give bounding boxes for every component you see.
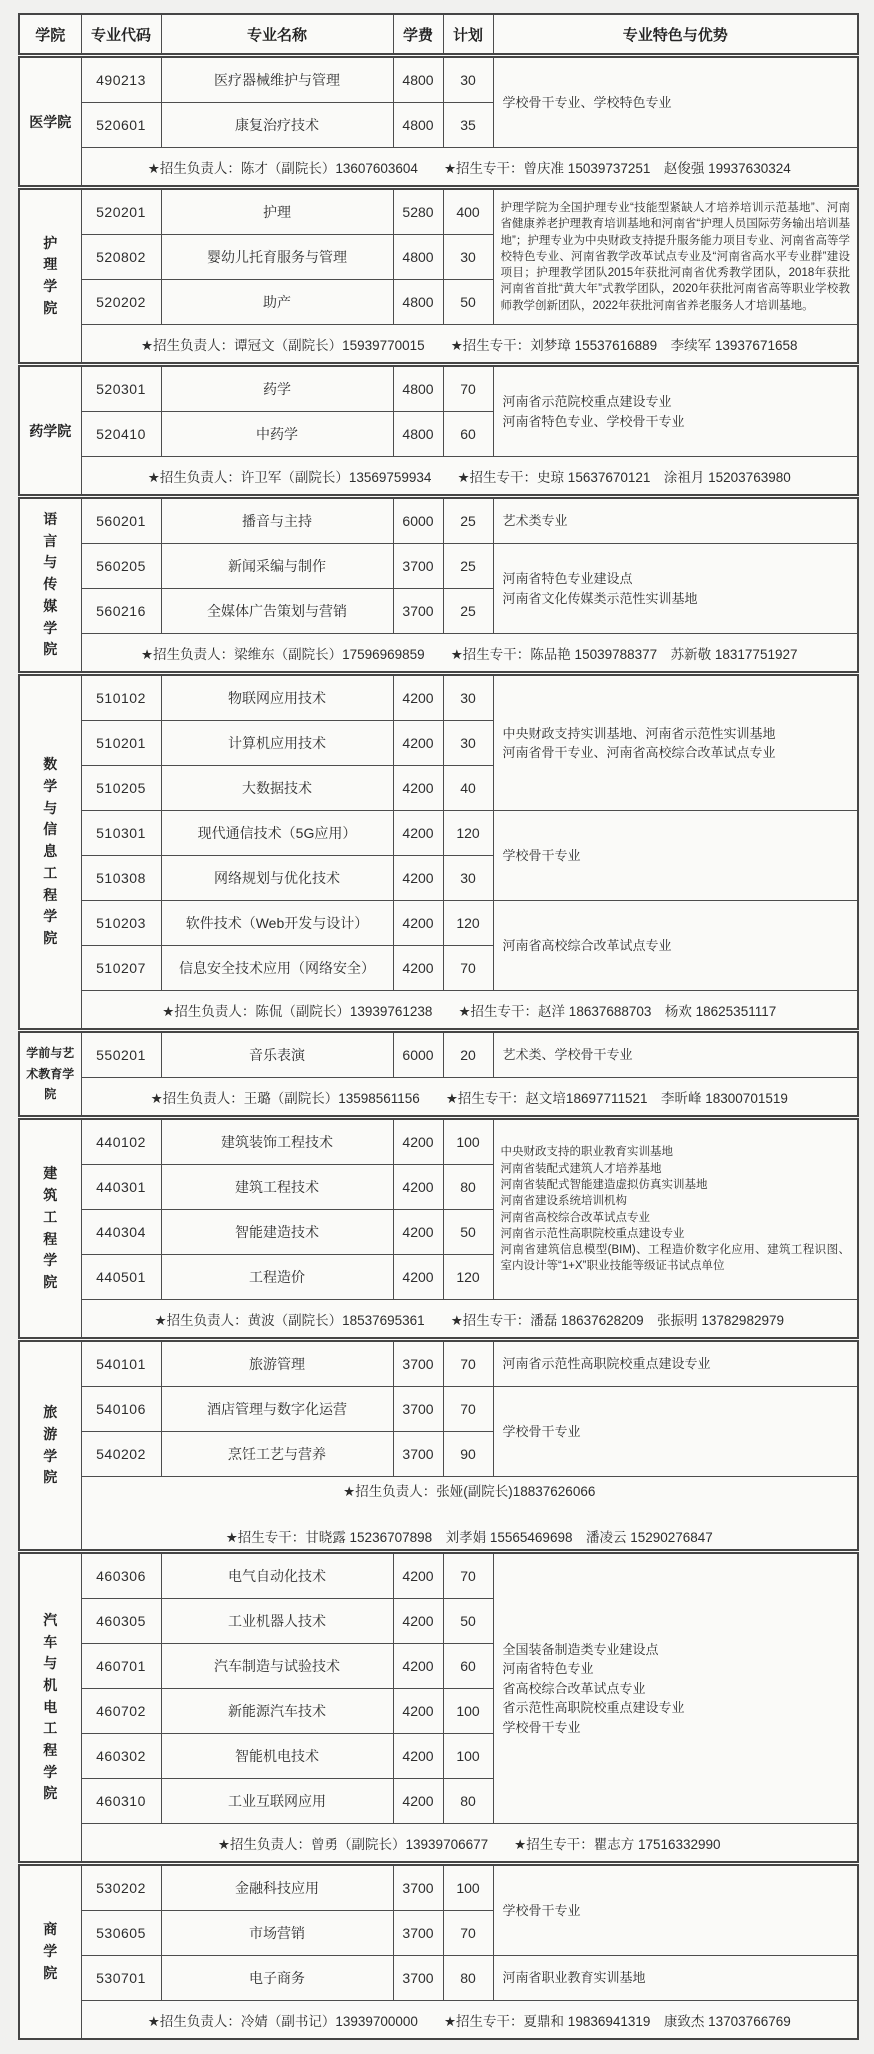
admissions-table bbox=[18, 13, 859, 2040]
major-name-cell: 婴幼儿托育服务与管理 bbox=[161, 235, 393, 280]
plan-count-cell: 25 bbox=[443, 589, 493, 634]
contact-row bbox=[19, 148, 858, 188]
major-code-cell: 520201 bbox=[81, 188, 161, 235]
tuition-cell: 4200 bbox=[393, 856, 443, 901]
major-code-cell: 490213 bbox=[81, 56, 161, 103]
tuition-cell: 4200 bbox=[393, 721, 443, 766]
major-name-cell: 工业机器人技术 bbox=[161, 1599, 393, 1644]
college-name-vertical: 护理学院 bbox=[43, 234, 58, 316]
major-name-cell: 工程造价 bbox=[161, 1255, 393, 1300]
college-name-vertical: 数学与信息工程学院 bbox=[43, 756, 58, 946]
contact-parts bbox=[88, 157, 852, 177]
tuition-cell: 4200 bbox=[393, 1552, 443, 1599]
major-name-cell: 大数据技术 bbox=[161, 766, 393, 811]
major-code-cell: 510201 bbox=[81, 721, 161, 766]
contact-parts bbox=[88, 1833, 852, 1853]
plan-count-cell: 120 bbox=[443, 901, 493, 946]
tuition-cell: 4200 bbox=[393, 674, 443, 721]
contact-cell bbox=[81, 148, 858, 188]
plan-count-cell: 70 bbox=[443, 365, 493, 412]
college-name-vertical: 商学院 bbox=[43, 1921, 58, 1981]
tuition-cell: 4800 bbox=[393, 365, 443, 412]
recruitment-specialist: ★招生专干：刘梦璋 15537616889 李续军 13937671658 bbox=[450, 337, 798, 353]
major-code-cell: 460701 bbox=[81, 1644, 161, 1689]
feature-cell: 河南省职业教育实训基地 bbox=[493, 1956, 858, 2001]
plan-count-cell: 400 bbox=[443, 188, 493, 235]
major-code-cell: 510207 bbox=[81, 946, 161, 991]
recruitment-specialist: ★招生专干：曾庆准 15039737251 赵俊强 19937630324 bbox=[443, 160, 791, 176]
major-code-cell: 560205 bbox=[81, 544, 161, 589]
tuition-cell: 6000 bbox=[393, 497, 443, 544]
recruitment-specialist: ★招生专干：甘晓露 15236707898 刘孝娟 15565469698 潘凌云 15290276847 bbox=[225, 1530, 713, 1545]
contact-parts bbox=[88, 334, 852, 354]
contact-row bbox=[19, 1477, 858, 1552]
major-code-cell: 510203 bbox=[81, 901, 161, 946]
major-name-cell: 市场营销 bbox=[161, 1911, 393, 1956]
college-name-cell: 药学院 bbox=[19, 365, 81, 497]
major-code-cell: 460305 bbox=[81, 1599, 161, 1644]
recruitment-leader: ★招生负责人：陈才（副院长）13607603604 bbox=[147, 160, 418, 176]
major-name-cell: 酒店管理与数字化运营 bbox=[161, 1387, 393, 1432]
tuition-cell: 3700 bbox=[393, 1432, 443, 1477]
college-name-vertical: 汽车与机电工程学院 bbox=[43, 1611, 58, 1802]
tuition-cell: 4200 bbox=[393, 901, 443, 946]
table-header-row bbox=[19, 14, 858, 56]
contact-cell bbox=[81, 1078, 858, 1118]
major-row bbox=[19, 901, 858, 946]
tuition-cell: 4200 bbox=[393, 811, 443, 856]
major-name-cell: 音乐表演 bbox=[161, 1031, 393, 1078]
col-header-code: 专业代码 bbox=[81, 14, 161, 56]
major-name-cell: 康复治疗技术 bbox=[161, 103, 393, 148]
major-code-cell: 440304 bbox=[81, 1210, 161, 1255]
tuition-cell: 4200 bbox=[393, 766, 443, 811]
major-row bbox=[19, 497, 858, 544]
feature-cell: 中央财政支持实训基地、河南省示范性实训基地 河南省骨干专业、河南省高校综合改革试点专业 bbox=[493, 674, 858, 811]
major-row bbox=[19, 1118, 858, 1165]
plan-count-cell: 80 bbox=[443, 1779, 493, 1824]
tuition-cell: 6000 bbox=[393, 1031, 443, 1078]
major-row bbox=[19, 56, 858, 103]
major-row bbox=[19, 1956, 858, 2001]
recruitment-specialist: ★招生专干：瞿志方 17516332990 bbox=[514, 1836, 721, 1852]
contact-parts bbox=[88, 1000, 852, 1020]
contact-cell bbox=[81, 634, 858, 674]
recruitment-leader: ★招生负责人：黄波（副院长）18537695361 bbox=[154, 1312, 425, 1328]
contact-parts bbox=[88, 2010, 852, 2030]
plan-count-cell: 30 bbox=[443, 856, 493, 901]
major-row bbox=[19, 188, 858, 235]
major-row bbox=[19, 1387, 858, 1432]
contact-cell bbox=[81, 1300, 858, 1340]
feature-cell: 河南省特色专业建设点 河南省文化传媒类示范性实训基地 bbox=[493, 544, 858, 634]
recruitment-leader: ★招生负责人：许卫军（副院长）13569759934 bbox=[147, 469, 432, 485]
plan-count-cell: 30 bbox=[443, 721, 493, 766]
major-code-cell: 540106 bbox=[81, 1387, 161, 1432]
major-code-cell: 540101 bbox=[81, 1340, 161, 1387]
feature-cell: 艺术类、学校骨干专业 bbox=[493, 1031, 858, 1078]
contact-cell bbox=[81, 1477, 858, 1552]
tuition-cell: 3700 bbox=[393, 589, 443, 634]
major-code-cell: 460302 bbox=[81, 1734, 161, 1779]
plan-count-cell: 70 bbox=[443, 1911, 493, 1956]
contact-parts bbox=[88, 466, 852, 486]
tuition-cell: 4800 bbox=[393, 412, 443, 457]
college-name-cell bbox=[19, 674, 81, 1031]
contact-row bbox=[19, 325, 858, 365]
tuition-cell: 3700 bbox=[393, 1387, 443, 1432]
feature-cell: 中央财政支持的职业教育实训基地 河南省装配式建筑人才培养基地 河南省装配式智能建造虚拟仿真实训基地 河南省建设系统培训机构 河南省高校综合改革试点专业 河南省示范性高职院校重点建设专业 河南省建筑信息模型(BIM)、工程造价数字化应用、建筑工程识图、室内设计等“1+X”职业技能等级证书试点单位 bbox=[493, 1118, 858, 1300]
major-code-cell: 520301 bbox=[81, 365, 161, 412]
plan-count-cell: 30 bbox=[443, 56, 493, 103]
major-name-cell: 医疗器械维护与管理 bbox=[161, 56, 393, 103]
plan-count-cell: 40 bbox=[443, 766, 493, 811]
major-code-cell: 550201 bbox=[81, 1031, 161, 1078]
major-row bbox=[19, 1864, 858, 1911]
major-name-cell: 助产 bbox=[161, 280, 393, 325]
major-code-cell: 510205 bbox=[81, 766, 161, 811]
contact-row bbox=[19, 1300, 858, 1340]
tuition-cell: 3700 bbox=[393, 1864, 443, 1911]
feature-cell: 河南省示范院校重点建设专业 河南省特色专业、学校骨干专业 bbox=[493, 365, 858, 457]
college-name-vertical: 语言与传媒学院 bbox=[43, 511, 58, 658]
college-name-cell: 医学院 bbox=[19, 56, 81, 188]
plan-count-cell: 90 bbox=[443, 1432, 493, 1477]
contact-cell bbox=[81, 1824, 858, 1864]
recruitment-specialist: ★招生专干：赵文培18697711521 李昕峰 18300701519 bbox=[445, 1090, 788, 1106]
plan-count-cell: 70 bbox=[443, 1552, 493, 1599]
plan-count-cell: 100 bbox=[443, 1689, 493, 1734]
feature-cell: 河南省高校综合改革试点专业 bbox=[493, 901, 858, 991]
major-name-cell: 智能机电技术 bbox=[161, 1734, 393, 1779]
contact-parts bbox=[88, 1087, 852, 1107]
feature-cell: 河南省示范性高职院校重点建设专业 bbox=[493, 1340, 858, 1387]
tuition-cell: 4800 bbox=[393, 56, 443, 103]
major-code-cell: 530605 bbox=[81, 1911, 161, 1956]
major-name-cell: 护理 bbox=[161, 188, 393, 235]
major-code-cell: 530202 bbox=[81, 1864, 161, 1911]
major-name-cell: 新能源汽车技术 bbox=[161, 1689, 393, 1734]
major-code-cell: 560201 bbox=[81, 497, 161, 544]
contact-cell bbox=[81, 325, 858, 365]
tuition-cell: 4200 bbox=[393, 1210, 443, 1255]
plan-count-cell: 120 bbox=[443, 811, 493, 856]
plan-count-cell: 35 bbox=[443, 103, 493, 148]
tuition-cell: 4200 bbox=[393, 946, 443, 991]
major-code-cell: 440301 bbox=[81, 1165, 161, 1210]
major-name-cell: 旅游管理 bbox=[161, 1340, 393, 1387]
recruitment-leader: ★招生负责人：张娅(副院长)18837626066 bbox=[343, 1484, 596, 1499]
major-row bbox=[19, 1340, 858, 1387]
major-code-cell: 520601 bbox=[81, 103, 161, 148]
contact-parts bbox=[88, 1309, 852, 1329]
major-name-cell: 计算机应用技术 bbox=[161, 721, 393, 766]
feature-cell: 学校骨干专业 bbox=[493, 1864, 858, 1956]
col-header-plan: 计划 bbox=[443, 14, 493, 56]
major-code-cell: 460702 bbox=[81, 1689, 161, 1734]
tuition-cell: 4200 bbox=[393, 1255, 443, 1300]
plan-count-cell: 80 bbox=[443, 1956, 493, 2001]
major-code-cell: 520802 bbox=[81, 235, 161, 280]
major-name-cell: 播音与主持 bbox=[161, 497, 393, 544]
college-name-cell bbox=[19, 1552, 81, 1864]
major-code-cell: 560216 bbox=[81, 589, 161, 634]
plan-count-cell: 100 bbox=[443, 1734, 493, 1779]
contact-row bbox=[19, 1824, 858, 1864]
major-row bbox=[19, 674, 858, 721]
tuition-cell: 3700 bbox=[393, 1956, 443, 2001]
major-row bbox=[19, 1552, 858, 1599]
contact-parts bbox=[88, 643, 852, 663]
tuition-cell: 4200 bbox=[393, 1118, 443, 1165]
major-code-cell: 440102 bbox=[81, 1118, 161, 1165]
tuition-cell: 4200 bbox=[393, 1779, 443, 1824]
contact-parts bbox=[88, 1480, 852, 1546]
plan-count-cell: 20 bbox=[443, 1031, 493, 1078]
major-name-cell: 新闻采编与制作 bbox=[161, 544, 393, 589]
tuition-cell: 4200 bbox=[393, 1165, 443, 1210]
major-code-cell: 510301 bbox=[81, 811, 161, 856]
major-code-cell: 510308 bbox=[81, 856, 161, 901]
major-name-cell: 中药学 bbox=[161, 412, 393, 457]
tuition-cell: 5280 bbox=[393, 188, 443, 235]
contact-cell bbox=[81, 991, 858, 1031]
major-name-cell: 全媒体广告策划与营销 bbox=[161, 589, 393, 634]
major-name-cell: 智能建造技术 bbox=[161, 1210, 393, 1255]
major-code-cell: 540202 bbox=[81, 1432, 161, 1477]
college-name-cell bbox=[19, 1340, 81, 1552]
major-code-cell: 530701 bbox=[81, 1956, 161, 2001]
feature-cell: 学校骨干专业 bbox=[493, 1387, 858, 1477]
recruitment-leader: ★招生负责人：陈侃（副院长）13939761238 bbox=[162, 1003, 433, 1019]
major-row bbox=[19, 544, 858, 589]
tuition-cell: 4200 bbox=[393, 1599, 443, 1644]
college-name-cell bbox=[19, 1864, 81, 2040]
contact-row bbox=[19, 991, 858, 1031]
contact-row bbox=[19, 634, 858, 674]
recruitment-leader: ★招生负责人：梁维东（副院长）17596969859 bbox=[141, 646, 425, 662]
feature-cell: 艺术类专业 bbox=[493, 497, 858, 544]
major-name-cell: 物联网应用技术 bbox=[161, 674, 393, 721]
plan-count-cell: 70 bbox=[443, 1387, 493, 1432]
plan-count-cell: 70 bbox=[443, 1340, 493, 1387]
major-code-cell: 510102 bbox=[81, 674, 161, 721]
recruitment-specialist: ★招生专干：陈品艳 15039788377 苏新敬 18317751927 bbox=[450, 646, 798, 662]
col-header-tuition: 学费 bbox=[393, 14, 443, 56]
recruitment-leader: ★招生负责人：冷婧（副书记）13939700000 bbox=[147, 2013, 418, 2029]
major-name-cell: 软件技术（Web开发与设计） bbox=[161, 901, 393, 946]
contact-row bbox=[19, 1078, 858, 1118]
major-name-cell: 信息安全技术应用（网络安全） bbox=[161, 946, 393, 991]
major-name-cell: 工业互联网应用 bbox=[161, 1779, 393, 1824]
major-name-cell: 烹饪工艺与营养 bbox=[161, 1432, 393, 1477]
recruitment-specialist: ★招生专干：史琼 15637670121 涂祖月 15203763980 bbox=[457, 469, 791, 485]
plan-count-cell: 70 bbox=[443, 946, 493, 991]
college-name-cell bbox=[19, 497, 81, 674]
recruitment-specialist: ★招生专干：潘磊 18637628209 张振明 13782982979 bbox=[450, 1312, 784, 1328]
contact-cell bbox=[81, 457, 858, 497]
plan-count-cell: 60 bbox=[443, 1644, 493, 1689]
admissions-table-body bbox=[19, 56, 858, 2040]
tuition-cell: 4200 bbox=[393, 1734, 443, 1779]
college-name-cell bbox=[19, 1118, 81, 1340]
plan-count-cell: 50 bbox=[443, 280, 493, 325]
tuition-cell: 4200 bbox=[393, 1644, 443, 1689]
contact-row bbox=[19, 2001, 858, 2040]
tuition-cell: 4800 bbox=[393, 235, 443, 280]
major-name-cell: 建筑工程技术 bbox=[161, 1165, 393, 1210]
plan-count-cell: 50 bbox=[443, 1599, 493, 1644]
col-header-major: 专业名称 bbox=[161, 14, 393, 56]
major-row bbox=[19, 365, 858, 412]
plan-count-cell: 100 bbox=[443, 1118, 493, 1165]
plan-count-cell: 30 bbox=[443, 674, 493, 721]
plan-count-cell: 50 bbox=[443, 1210, 493, 1255]
major-code-cell: 520410 bbox=[81, 412, 161, 457]
plan-count-cell: 100 bbox=[443, 1864, 493, 1911]
col-header-college: 学院 bbox=[19, 14, 81, 56]
plan-count-cell: 80 bbox=[443, 1165, 493, 1210]
feature-cell: 学校骨干专业、学校特色专业 bbox=[493, 56, 858, 148]
college-name-cell: 学前与艺术教育学院 bbox=[19, 1031, 81, 1118]
college-name-cell bbox=[19, 188, 81, 365]
major-row bbox=[19, 811, 858, 856]
tuition-cell: 4800 bbox=[393, 103, 443, 148]
col-header-features: 专业特色与优势 bbox=[493, 14, 858, 56]
contact-row bbox=[19, 457, 858, 497]
major-name-cell: 金融科技应用 bbox=[161, 1864, 393, 1911]
major-row bbox=[19, 1031, 858, 1078]
tuition-cell: 4200 bbox=[393, 1689, 443, 1734]
plan-count-cell: 120 bbox=[443, 1255, 493, 1300]
tuition-cell: 3700 bbox=[393, 1911, 443, 1956]
recruitment-leader: ★招生负责人：王璐（副院长）13598561156 bbox=[150, 1090, 420, 1106]
recruitment-specialist: ★招生专干：夏鼎和 19836941319 康致杰 13703766769 bbox=[443, 2013, 791, 2029]
tuition-cell: 4800 bbox=[393, 280, 443, 325]
major-name-cell: 电气自动化技术 bbox=[161, 1552, 393, 1599]
feature-cell: 学校骨干专业 bbox=[493, 811, 858, 901]
major-name-cell: 电子商务 bbox=[161, 1956, 393, 2001]
recruitment-leader: ★招生负责人：谭冠文（副院长）15939770015 bbox=[141, 337, 425, 353]
feature-cell: 全国装备制造类专业建设点 河南省特色专业 省高校综合改革试点专业 省示范性高职院校重点建设专业 学校骨干专业 bbox=[493, 1552, 858, 1824]
major-name-cell: 药学 bbox=[161, 365, 393, 412]
plan-count-cell: 60 bbox=[443, 412, 493, 457]
plan-count-cell: 25 bbox=[443, 497, 493, 544]
plan-count-cell: 25 bbox=[443, 544, 493, 589]
major-name-cell: 汽车制造与试验技术 bbox=[161, 1644, 393, 1689]
plan-count-cell: 30 bbox=[443, 235, 493, 280]
major-code-cell: 440501 bbox=[81, 1255, 161, 1300]
college-name-vertical: 旅游学院 bbox=[43, 1404, 58, 1486]
major-name-cell: 现代通信技术（5G应用） bbox=[161, 811, 393, 856]
feature-cell: 护理学院为全国护理专业“技能型紧缺人才培养培训示范基地”、河南省健康养老护理教育培训基地和河南省“护理人员国际劳务输出培训基地”；护理专业为中央财政支持提升服务能力项目专业、河南省高等学校特色专业、河南省教学改革试点专业及“河南省高水平专业群”建设项目；护理教学团队2015年获批河南省优秀教学团队，2018年获批河南省首批“黄大年”式教学团队，2020年获批河南省高等职业学校教师教学创新团队，2022年获批河南省养老服务人才培训基地。 bbox=[493, 188, 858, 325]
contact-cell bbox=[81, 2001, 858, 2040]
recruitment-specialist: ★招生专干：赵洋 18637688703 杨欢 18625351117 bbox=[458, 1003, 777, 1019]
major-code-cell: 460306 bbox=[81, 1552, 161, 1599]
college-name-vertical: 建筑工程学院 bbox=[43, 1165, 58, 1290]
major-code-cell: 520202 bbox=[81, 280, 161, 325]
recruitment-leader: ★招生负责人：曾勇（副院长）13939706677 bbox=[217, 1836, 489, 1852]
major-code-cell: 460310 bbox=[81, 1779, 161, 1824]
major-name-cell: 建筑装饰工程技术 bbox=[161, 1118, 393, 1165]
tuition-cell: 3700 bbox=[393, 544, 443, 589]
tuition-cell: 3700 bbox=[393, 1340, 443, 1387]
major-name-cell: 网络规划与优化技术 bbox=[161, 856, 393, 901]
